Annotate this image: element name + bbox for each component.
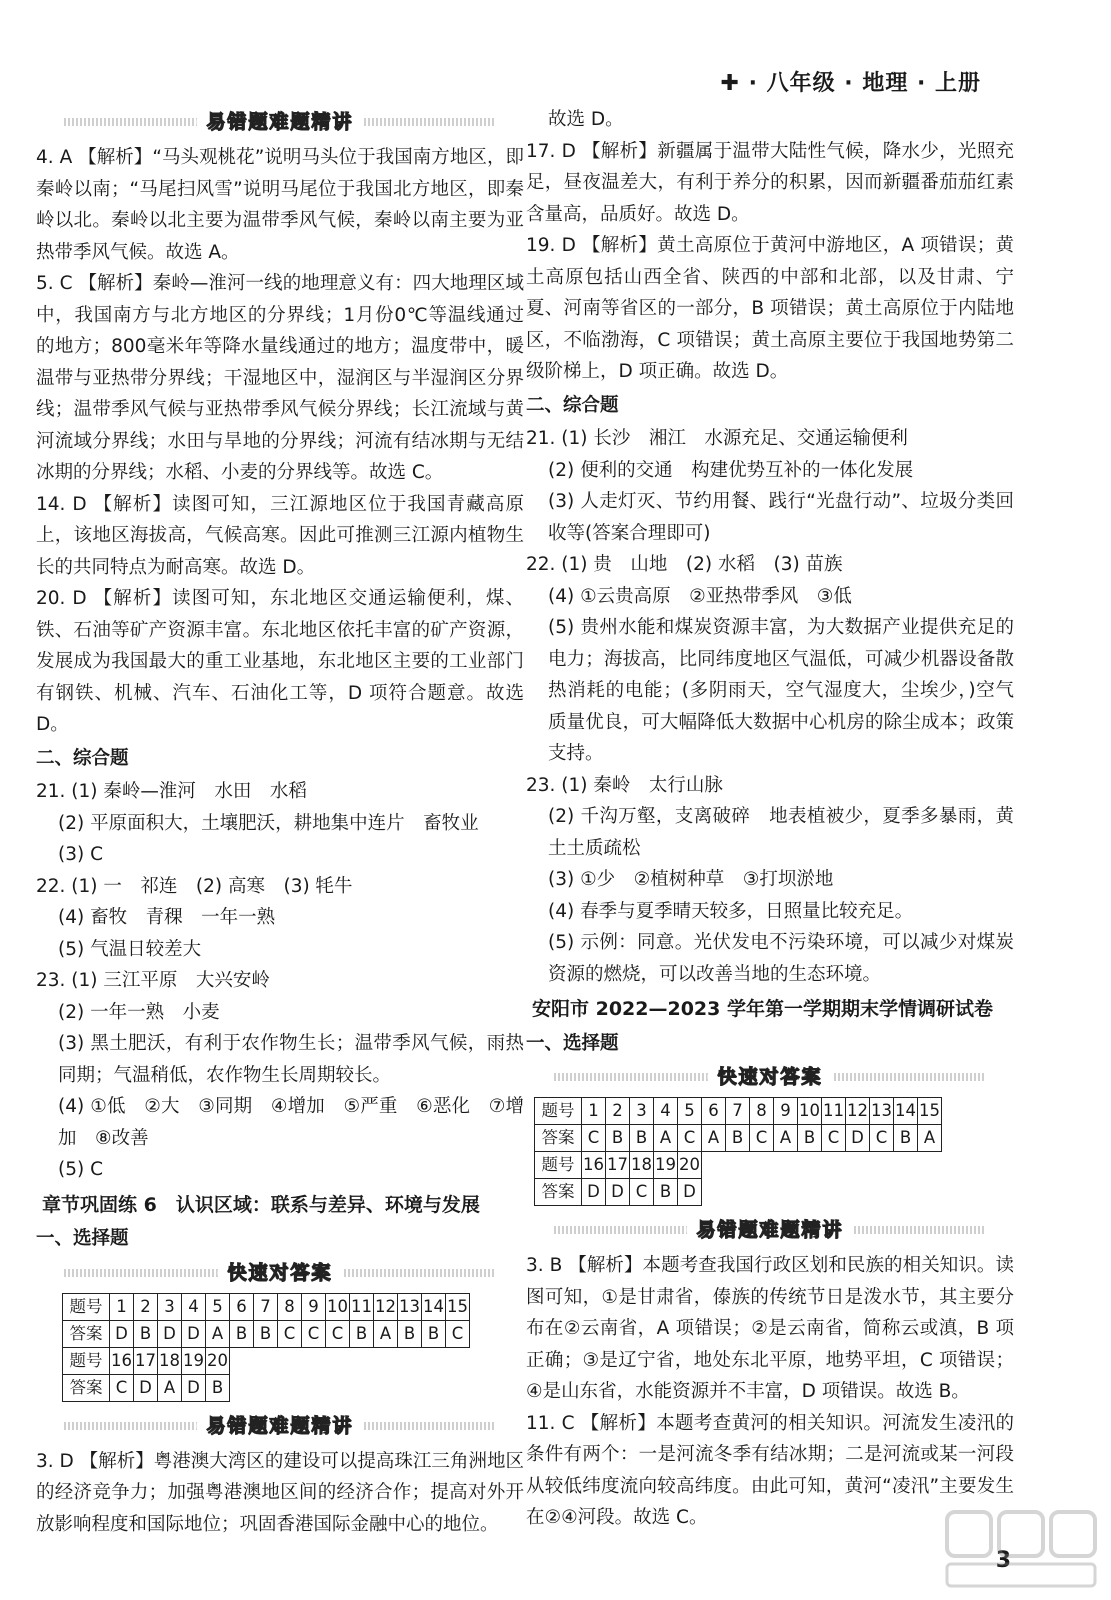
- table-cell: C: [678, 1125, 702, 1152]
- table-cell: D: [846, 1125, 870, 1152]
- answer-item: (4) 春季与夏季晴天较多，日照量比较充足。: [548, 900, 914, 922]
- answer-item: (4) 畜牧 青稞 一年一熟: [58, 907, 276, 928]
- answer-item: 故选 D。: [548, 109, 624, 130]
- section-banner-errors: 易错题难题精讲: [526, 1214, 1014, 1246]
- watermark-logo-icon: [943, 1508, 1103, 1592]
- table-row: [535, 1179, 942, 1206]
- table-cell: B: [606, 1125, 630, 1152]
- table-cell: 答案: [63, 1374, 110, 1401]
- table-cell: C: [446, 1320, 470, 1347]
- right-column: [526, 104, 1014, 1534]
- table-cell: C: [582, 1125, 606, 1152]
- table-cell: 13: [870, 1098, 894, 1125]
- table-cell: A: [158, 1374, 182, 1401]
- table-cell: B: [350, 1320, 374, 1347]
- table-cell: 17: [134, 1347, 158, 1374]
- table-cell: 17: [606, 1152, 630, 1179]
- table-cell: A: [774, 1125, 798, 1152]
- table-cell: 11: [350, 1293, 374, 1320]
- answer-item: 19. D 【解析】黄土高原位于黄河中游地区，A 项错误；黄土高原包括山西全省、陕西的中部和北部，以及甘肃、宁夏、河南等省区的一部分，B 项错误；黄土高原位于内陆地区，不临渤海，C 项错误；黄土高原主要位于我国地势第二级阶梯上，D 项正确。故选 D。: [526, 235, 1014, 382]
- answer-item: 21. (1) 长沙 湘江 水源充足、交通运输便利: [526, 428, 908, 449]
- table-cell: 19: [182, 1347, 206, 1374]
- table-cell: C: [750, 1125, 774, 1152]
- table-cell: C: [630, 1179, 654, 1206]
- table-cell: 6: [702, 1098, 726, 1125]
- table-cell: 1: [110, 1293, 134, 1320]
- answer-item: (5) 贵州水能和煤炭资源丰富，为大数据产业提供充足的电力；海拔高，比同纬度地区气温低，可减少机器设备散热消耗的电能；(多阴雨天，空气湿度大，尘埃少，)空气质量优良，可大幅降低大数据中心机房的除尘成本；政策支持。: [548, 617, 1014, 764]
- table-row: [63, 1293, 470, 1320]
- answer-item: 11. C 【解析】本题考查黄河的相关知识。河流发生凌汛的条件有两个：一是河流冬季有结冰期；二是河流或某一河段从较低纬度流向较高纬度。由此可知，黄河“凌汛”主要发生在②④河段。故选 C。: [526, 1412, 1014, 1528]
- answer-item: 4. A 【解析】“马头观桃花”说明马头位于我国南方地区，即秦岭以南；“马尾扫风雪”说明马尾位于我国北方地区，即秦岭以北。秦岭以北主要为温带季风气候，秦岭以南主要为亚热带季风气候。故选 A。: [36, 147, 524, 263]
- table-cell: C: [278, 1320, 302, 1347]
- table-cell: 答案: [63, 1320, 110, 1347]
- table-cell: 题号: [535, 1098, 582, 1125]
- table-cell: 8: [278, 1293, 302, 1320]
- table-cell: B: [398, 1320, 422, 1347]
- table-cell: 20: [678, 1152, 702, 1179]
- answer-item: 23. (1) 秦岭 太行山脉: [526, 774, 723, 796]
- table-row: [63, 1347, 470, 1374]
- section-heading: 二、综合题: [526, 394, 619, 416]
- table-cell: 5: [206, 1293, 230, 1320]
- answer-item: (5) 示例：同意。光伏发电不污染环境，可以减少对煤炭资源的燃烧，可以改善当地的生态环境。: [548, 932, 1014, 985]
- answer-table: [62, 1293, 470, 1402]
- section-banner-errors: 易错题难题精讲: [36, 1410, 524, 1442]
- table-cell: D: [678, 1179, 702, 1206]
- table-cell: 答案: [535, 1179, 582, 1206]
- answer-item: 22. (1) 一 祁连 (2) 高寒 (3) 牦牛: [36, 875, 353, 897]
- table-cell: 12: [374, 1293, 398, 1320]
- answer-table: [534, 1097, 942, 1206]
- table-cell: D: [158, 1320, 182, 1347]
- table-row: [535, 1125, 942, 1152]
- table-cell: 答案: [535, 1125, 582, 1152]
- section-banner-answers: 快速对答案: [526, 1061, 1014, 1093]
- table-cell: A: [206, 1320, 230, 1347]
- answer-item: 20. D 【解析】读图可知，东北地区交通运输便利，煤、铁、石油等矿产资源丰富。东北地区依托丰富的矿产资源，发展成为我国最大的重工业基地，东北地区主要的工业部门有钢铁、机械、汽车、石油化工等，D 项符合题意。故选 D。: [36, 588, 524, 735]
- table-cell: C: [110, 1374, 134, 1401]
- table-cell: D: [134, 1374, 158, 1401]
- table-cell: B: [254, 1320, 278, 1347]
- table-cell: D: [182, 1374, 206, 1401]
- table-cell: B: [134, 1320, 158, 1347]
- table-cell: 10: [798, 1098, 822, 1125]
- page-number: 3: [995, 1548, 1011, 1573]
- answer-item: 14. D 【解析】读图可知，三江源地区位于我国青藏高原上，该地区海拔高，气候高寒。因此可推测三江源内植物生长的共同特点为耐高寒。故选 D。: [36, 493, 524, 578]
- table-cell: 题号: [63, 1347, 110, 1374]
- table-cell: 题号: [63, 1293, 110, 1320]
- table-cell: 7: [254, 1293, 278, 1320]
- table-cell: A: [654, 1125, 678, 1152]
- table-cell: 16: [582, 1152, 606, 1179]
- answer-item: 17. D 【解析】新疆属于温带大陆性气候，降水少，光照充足，昼夜温差大，有利于养分的积累，因而新疆番茄茄红素含量高，品质好。故选 D。: [526, 140, 1014, 225]
- table-cell: C: [302, 1320, 326, 1347]
- table-cell: B: [726, 1125, 750, 1152]
- table-cell: 3: [630, 1098, 654, 1125]
- answer-item: 5. C 【解析】秦岭—淮河一线的地理意义有：四大地理区域中，我国南方与北方地区的分界线；1月份0℃等温线通过的地方；800毫米年等降水量线通过的地方；温度带中，暖温带与亚热带分界线；干湿地区中，湿润区与半湿润区分界线；温带季风气候与亚热带季风气候分界线；长江流域与黄河流域分界线；水田与旱地的分界线；河流有结冰期与无结冰期的分界线；水稻、小麦的分界线等。故选 C。: [36, 273, 524, 483]
- answer-item: 3. B 【解析】本题考查我国行政区划和民族的相关知识。读图可知，①是甘肃省，傣族的传统节日是泼水节，其主要分布在②云南省，A 项错误；②是云南省，简称云或滇，B 项正确；③是辽宁省，地处东北平原，地势平坦，C 项错误；④是山东省，水能资源并不丰富，D 项错误。故选 B。: [526, 1255, 1014, 1402]
- table-cell: 14: [422, 1293, 446, 1320]
- chapter-title: 章节巩固练 6 认识区域：联系与差异、环境与发展: [42, 1193, 480, 1216]
- answer-item: (2) 便利的交通 构建优势互补的一体化发展: [548, 459, 914, 481]
- table-cell: 11: [822, 1098, 846, 1125]
- page-header: ✚ · 八年级 · 地理 · 上册: [720, 71, 981, 96]
- table-cell: C: [326, 1320, 350, 1347]
- answer-item: (3) 人走灯灭、节约用餐、践行“光盘行动”、垃圾分类回收等(答案合理即可): [548, 491, 1014, 544]
- table-row: [63, 1320, 470, 1347]
- table-cell: B: [206, 1374, 230, 1401]
- table-cell: C: [870, 1125, 894, 1152]
- answer-item: (4) ①云贵高原 ②亚热带季风 ③低: [548, 585, 852, 607]
- table-cell: B: [630, 1125, 654, 1152]
- table-cell: 7: [726, 1098, 750, 1125]
- table-cell: B: [894, 1125, 918, 1152]
- table-cell: 18: [630, 1152, 654, 1179]
- section-heading: 二、综合题: [36, 747, 129, 769]
- table-cell: D: [110, 1320, 134, 1347]
- table-cell: 4: [654, 1098, 678, 1125]
- section-banner-errors: 易错题难题精讲: [36, 106, 524, 138]
- table-cell: 14: [894, 1098, 918, 1125]
- table-cell: C: [822, 1125, 846, 1152]
- table-cell: D: [606, 1179, 630, 1206]
- table-cell: 3: [158, 1293, 182, 1320]
- left-column: [36, 104, 524, 1540]
- table-cell: A: [702, 1125, 726, 1152]
- table-cell: 19: [654, 1152, 678, 1179]
- table-cell: D: [182, 1320, 206, 1347]
- answer-item: (5) C: [58, 1159, 104, 1180]
- table-cell: 1: [582, 1098, 606, 1125]
- table-cell: 4: [182, 1293, 206, 1320]
- table-cell: 2: [606, 1098, 630, 1125]
- table-cell: D: [582, 1179, 606, 1206]
- table-cell: 12: [846, 1098, 870, 1125]
- table-row: [63, 1374, 470, 1401]
- table-cell: 8: [750, 1098, 774, 1125]
- table-cell: B: [654, 1179, 678, 1206]
- table-cell: 13: [398, 1293, 422, 1320]
- table-cell: 15: [918, 1098, 942, 1125]
- answer-item: (3) 黑土肥沃，有利于农作物生长；温带季风气候，雨热同期；气温稍低，农作物生长周期较长。: [58, 1033, 524, 1086]
- table-cell: A: [374, 1320, 398, 1347]
- table-cell: 18: [158, 1347, 182, 1374]
- table-cell: 5: [678, 1098, 702, 1125]
- answer-item: 21. (1) 秦岭—淮河 水田 水稻: [36, 781, 307, 802]
- table-cell: B: [798, 1125, 822, 1152]
- table-cell: 9: [774, 1098, 798, 1125]
- answer-item: (2) 一年一熟 小麦: [58, 1001, 220, 1023]
- table-cell: B: [422, 1320, 446, 1347]
- table-cell: 16: [110, 1347, 134, 1374]
- section-heading: 一、选择题: [36, 1228, 129, 1249]
- table-cell: 2: [134, 1293, 158, 1320]
- exam-title: 安阳市 2022—2023 学年第一学期期末学情调研试卷: [532, 998, 993, 1020]
- answer-item: (3) C: [58, 844, 104, 865]
- table-row: [535, 1098, 942, 1125]
- table-cell: 10: [326, 1293, 350, 1320]
- section-banner-answers: 快速对答案: [36, 1257, 524, 1289]
- answer-item: 22. (1) 贵 山地 (2) 水稻 (3) 苗族: [526, 554, 843, 575]
- answer-item: (5) 气温日较差大: [58, 938, 202, 960]
- table-cell: A: [918, 1125, 942, 1152]
- answer-item: (2) 平原面积大，土壤肥沃，耕地集中连片 畜牧业: [58, 812, 479, 834]
- table-cell: 9: [302, 1293, 326, 1320]
- answer-item: 23. (1) 三江平原 大兴安岭: [36, 970, 270, 991]
- table-cell: 题号: [535, 1152, 582, 1179]
- section-heading: 一、选择题: [526, 1032, 619, 1054]
- table-cell: 6: [230, 1293, 254, 1320]
- answer-item: (3) ①少 ②植树种草 ③打坝淤地: [548, 869, 834, 890]
- table-cell: 15: [446, 1293, 470, 1320]
- table-row: [535, 1152, 942, 1179]
- answer-item: (2) 千沟万壑，支离破碎 地表植被少，夏季多暴雨，黄土土质疏松: [548, 806, 1014, 859]
- table-cell: 20: [206, 1347, 230, 1374]
- table-cell: B: [230, 1320, 254, 1347]
- answer-item: (4) ①低 ②大 ③同期 ④增加 ⑤严重 ⑥恶化 ⑦增加 ⑧改善: [58, 1096, 524, 1149]
- answer-item: 3. D 【解析】粤港澳大湾区的建设可以提高珠江三角洲地区的经济竞争力；加强粤港澳地区间的经济合作；提高对外开放影响程度和国际地位；巩固香港国际金融中心的地位。: [36, 1450, 524, 1535]
